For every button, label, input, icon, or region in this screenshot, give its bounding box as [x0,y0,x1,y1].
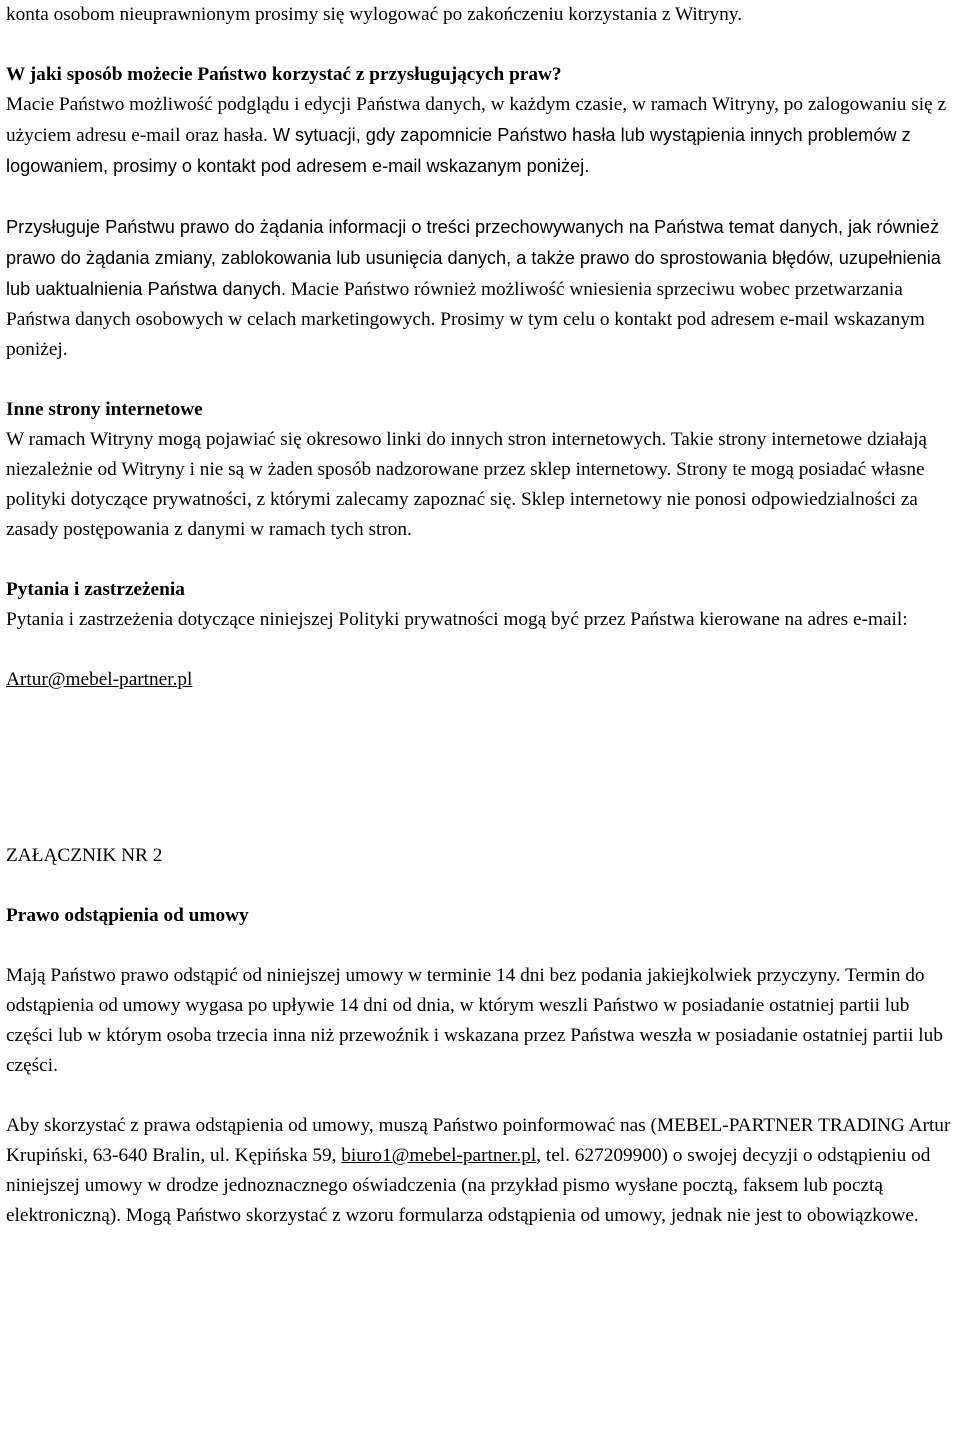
rights-heading: W jaki sposób możecie Państwo korzystać z przysługujących praw? [6,64,562,85]
contact-email-line [6,665,954,695]
questions-heading: Pytania i zastrzeżenia [6,579,185,600]
annex-heading: Prawo odstąpienia od umowy [6,905,249,926]
annex-heading-line [6,901,954,931]
contact-email-link[interactable]: Artur@mebel-partner.pl [6,669,193,690]
annex-p2-before: Aby skorzystać z prawa odstąpienia od umowy, muszą Państwo poinformować nas (MEBEL-PARTNER TRADING Artur Krupiński, 63-640 Bralin, ul. Kępińska 59, [6,1115,951,1166]
rights-p1-sans: W sytuacji, gdy zapomnicie Państwo hasła lub wystąpienia innych problemów z logowaniem, prosimy o kontakt pod adresem e-mail wskazanym poniżej. [6,125,911,176]
annex-title-line [6,841,954,871]
annex-p1-text: Mają Państwo prawo odstąpić od niniejszej umowy w terminie 14 dni bez podania jakiejkolwiek przyczyny. Termin do odstąpienia od umowy wygasa po upływie 14 dni od dnia, w którym weszli Państwo w posiadanie ostatniej partii lub części lub w którym osoba trzecia inna niż przewoźnik i wskazana przez Państwa weszła w posiadanie ostatniej partii lub części. [6,965,943,1076]
annex-p2-after: , tel. 627209900) o swojej decyzji o odstąpieniu od niniejszej umowy w drodze jednoznacznego oświadczenia (na przykład pismo wysłane pocztą, faksem lub pocztą elektroniczną). Mogą Państwo skorzystać z wzoru formularza odstąpienia od umowy, jednak nie jest to obowiązkowe. [6,1145,931,1226]
questions-body: Pytania i zastrzeżenia dotyczące niniejszej Polityki prywatności mogą być przez Państwa kierowane na adres e-mail: [6,609,908,630]
other-sites-body: W ramach Witryny mogą pojawiać się okresowo linki do innych stron internetowych. Takie strony internetowe działają niezależnie od Witryny i nie są w żaden sposób nadzorowane przez sklep internetowy. Strony te mogą posiadać własne polityki dotyczące prywatności, z którymi zalecamy zapoznać się. Sklep internetowy nie ponosi odpowiedzialności za zasady postępowania z danymi w ramach tych stron. [6,429,927,540]
annex-paragraph-2 [6,1111,954,1231]
other-sites-paragraph [6,425,954,545]
questions-heading-line [6,575,954,605]
annex-email-link[interactable]: biuro1@mebel-partner.pl [341,1145,537,1166]
rights-paragraph-1 [6,90,954,182]
rights-paragraph-2 [6,212,954,365]
other-sites-heading-line [6,395,954,425]
annex-paragraph-1 [6,961,954,1081]
rights-heading-line [6,60,954,90]
other-sites-heading: Inne strony internetowe [6,399,203,420]
rights-p2-sans: Przysługuje Państwu prawo do żądania informacji o treści przechowywanych na Państwa temat danych, jak również prawo do żądania zmiany, zablokowania lub usunięcia danych, a także prawo do sprostowania błędów, uzupełnienia lub uaktualnienia Państwa danych. [6,217,941,299]
rights-p1-serif: Macie Państwo możliwość podglądu i edycji Państwa danych, w każdym czasie, w ramach Witryny, po zalogowaniu się z użyciem adresu e-mail oraz hasła. [6,94,946,146]
intro-text: konta osobom nieuprawnionym prosimy się wylogować po zakończeniu korzystania z Witryny. [6,4,743,25]
intro-paragraph [6,0,954,30]
rights-p2-serif: Macie Państwo również możliwość wniesienia sprzeciwu wobec przetwarzania Państwa danych osobowych w celach marketingowych. Prosimy w tym celu o kontakt pod adresem e-mail wskazanym poniżej. [6,279,925,360]
annex-title: ZAŁĄCZNIK NR 2 [6,845,163,866]
questions-paragraph [6,605,954,635]
